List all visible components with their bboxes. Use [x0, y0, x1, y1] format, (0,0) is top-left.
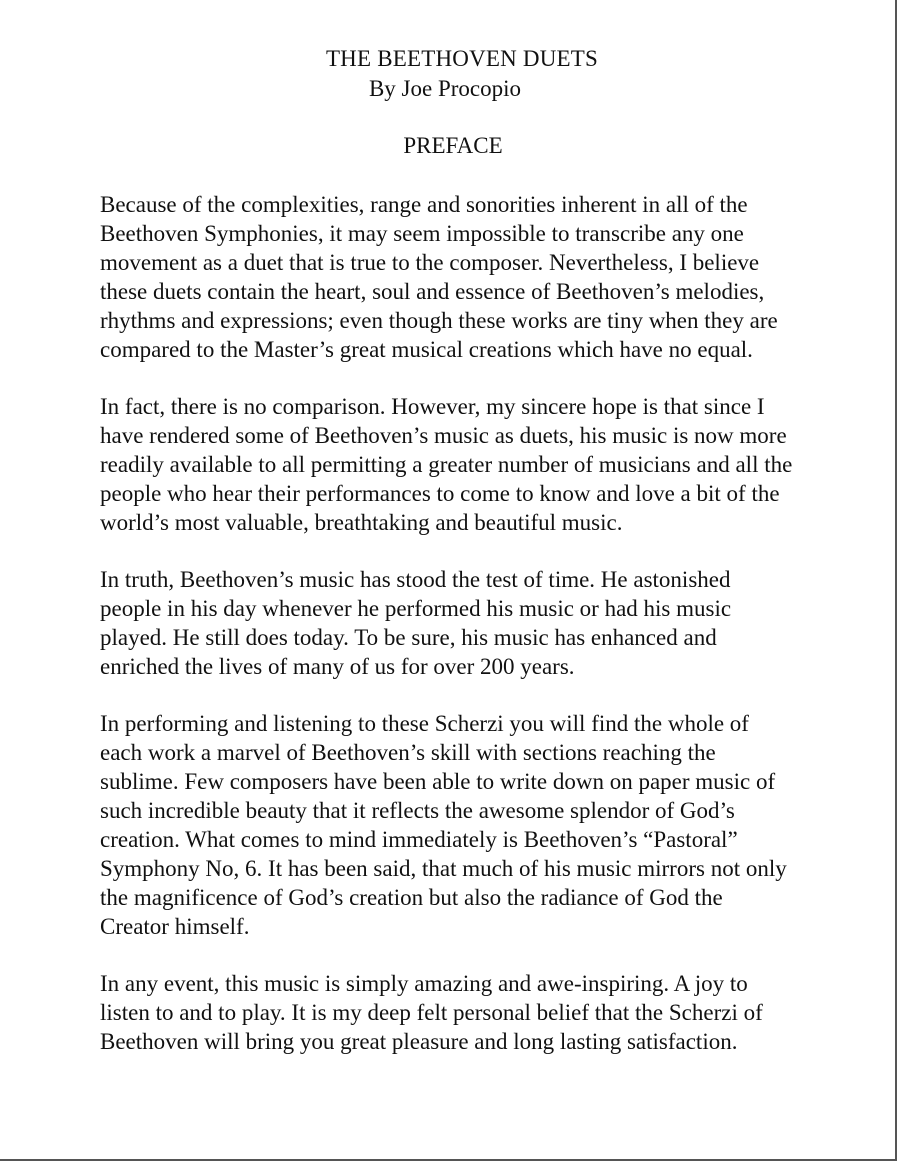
text-line: played. He still does today. To be sure, his music has enhanced and	[100, 625, 717, 650]
text-line: In any event, this music is simply amazing and awe-inspiring. A joy to	[100, 971, 748, 996]
text-line: Symphony No, 6. It has been said, that much of his music mirrors not only	[100, 856, 787, 881]
paragraph-2	[100, 392, 870, 537]
paragraph-4	[100, 709, 870, 941]
text-line: such incredible beauty that it reflects the awesome splendor of God’s	[100, 798, 735, 823]
document-title: THE BEETHOVEN DUETS	[325, 46, 599, 71]
text-line: world’s most valuable, breathtaking and beautiful music.	[100, 510, 623, 535]
text-line: Creator himself.	[100, 914, 250, 939]
text-line: readily available to all permitting a greater number of musicians and all the	[100, 452, 793, 477]
text-line: each work a marvel of Beethoven’s skill with sections reaching the	[100, 740, 716, 765]
text-line: Beethoven Symphonies, it may seem impossible to transcribe any one	[100, 221, 744, 246]
text-line: rhythms and expressions; even though these works are tiny when they are	[100, 308, 778, 333]
paragraph-1	[100, 190, 870, 364]
text-line: the magnificence of God’s creation but also the radiance of God the	[100, 885, 723, 910]
text-line: listen to and to play. It is my deep felt personal belief that the Scherzi of	[100, 1000, 763, 1025]
text-line: movement as a duet that is true to the composer. Nevertheless, I believe	[100, 250, 760, 275]
text-line: enriched the lives of many of us for over 200 years.	[100, 654, 575, 679]
text-line: Beethoven will bring you great pleasure and long lasting satisfaction.	[100, 1029, 738, 1054]
text-line: these duets contain the heart, soul and essence of Beethoven’s melodies,	[100, 279, 765, 304]
document-author: By Joe Procopio	[368, 76, 522, 101]
text-line: people who hear their performances to come to know and love a bit of the	[100, 481, 780, 506]
text-line: have rendered some of Beethoven’s music as duets, his music is now more	[100, 423, 787, 448]
text-line: sublime. Few composers have been able to write down on paper music of	[100, 769, 776, 794]
paragraph-3	[100, 565, 870, 681]
text-line: Because of the complexities, range and sonorities inherent in all of the	[100, 192, 748, 217]
text-line: In truth, Beethoven’s music has stood the test of time. He astonished	[100, 567, 731, 592]
text-line: people in his day whenever he performed his music or had his music	[100, 596, 732, 621]
preface-body	[100, 190, 870, 1084]
text-line: compared to the Master’s great musical creations which have no equal.	[100, 337, 753, 362]
text-line: In fact, there is no comparison. However, my sincere hope is that since I	[100, 394, 765, 419]
paragraph-5	[100, 969, 870, 1056]
text-line: creation. What comes to mind immediately is Beethoven’s “Pastoral”	[100, 827, 738, 852]
section-heading-preface: PREFACE	[403, 133, 503, 158]
text-line: In performing and listening to these Scherzi you will find the whole of	[100, 711, 749, 736]
